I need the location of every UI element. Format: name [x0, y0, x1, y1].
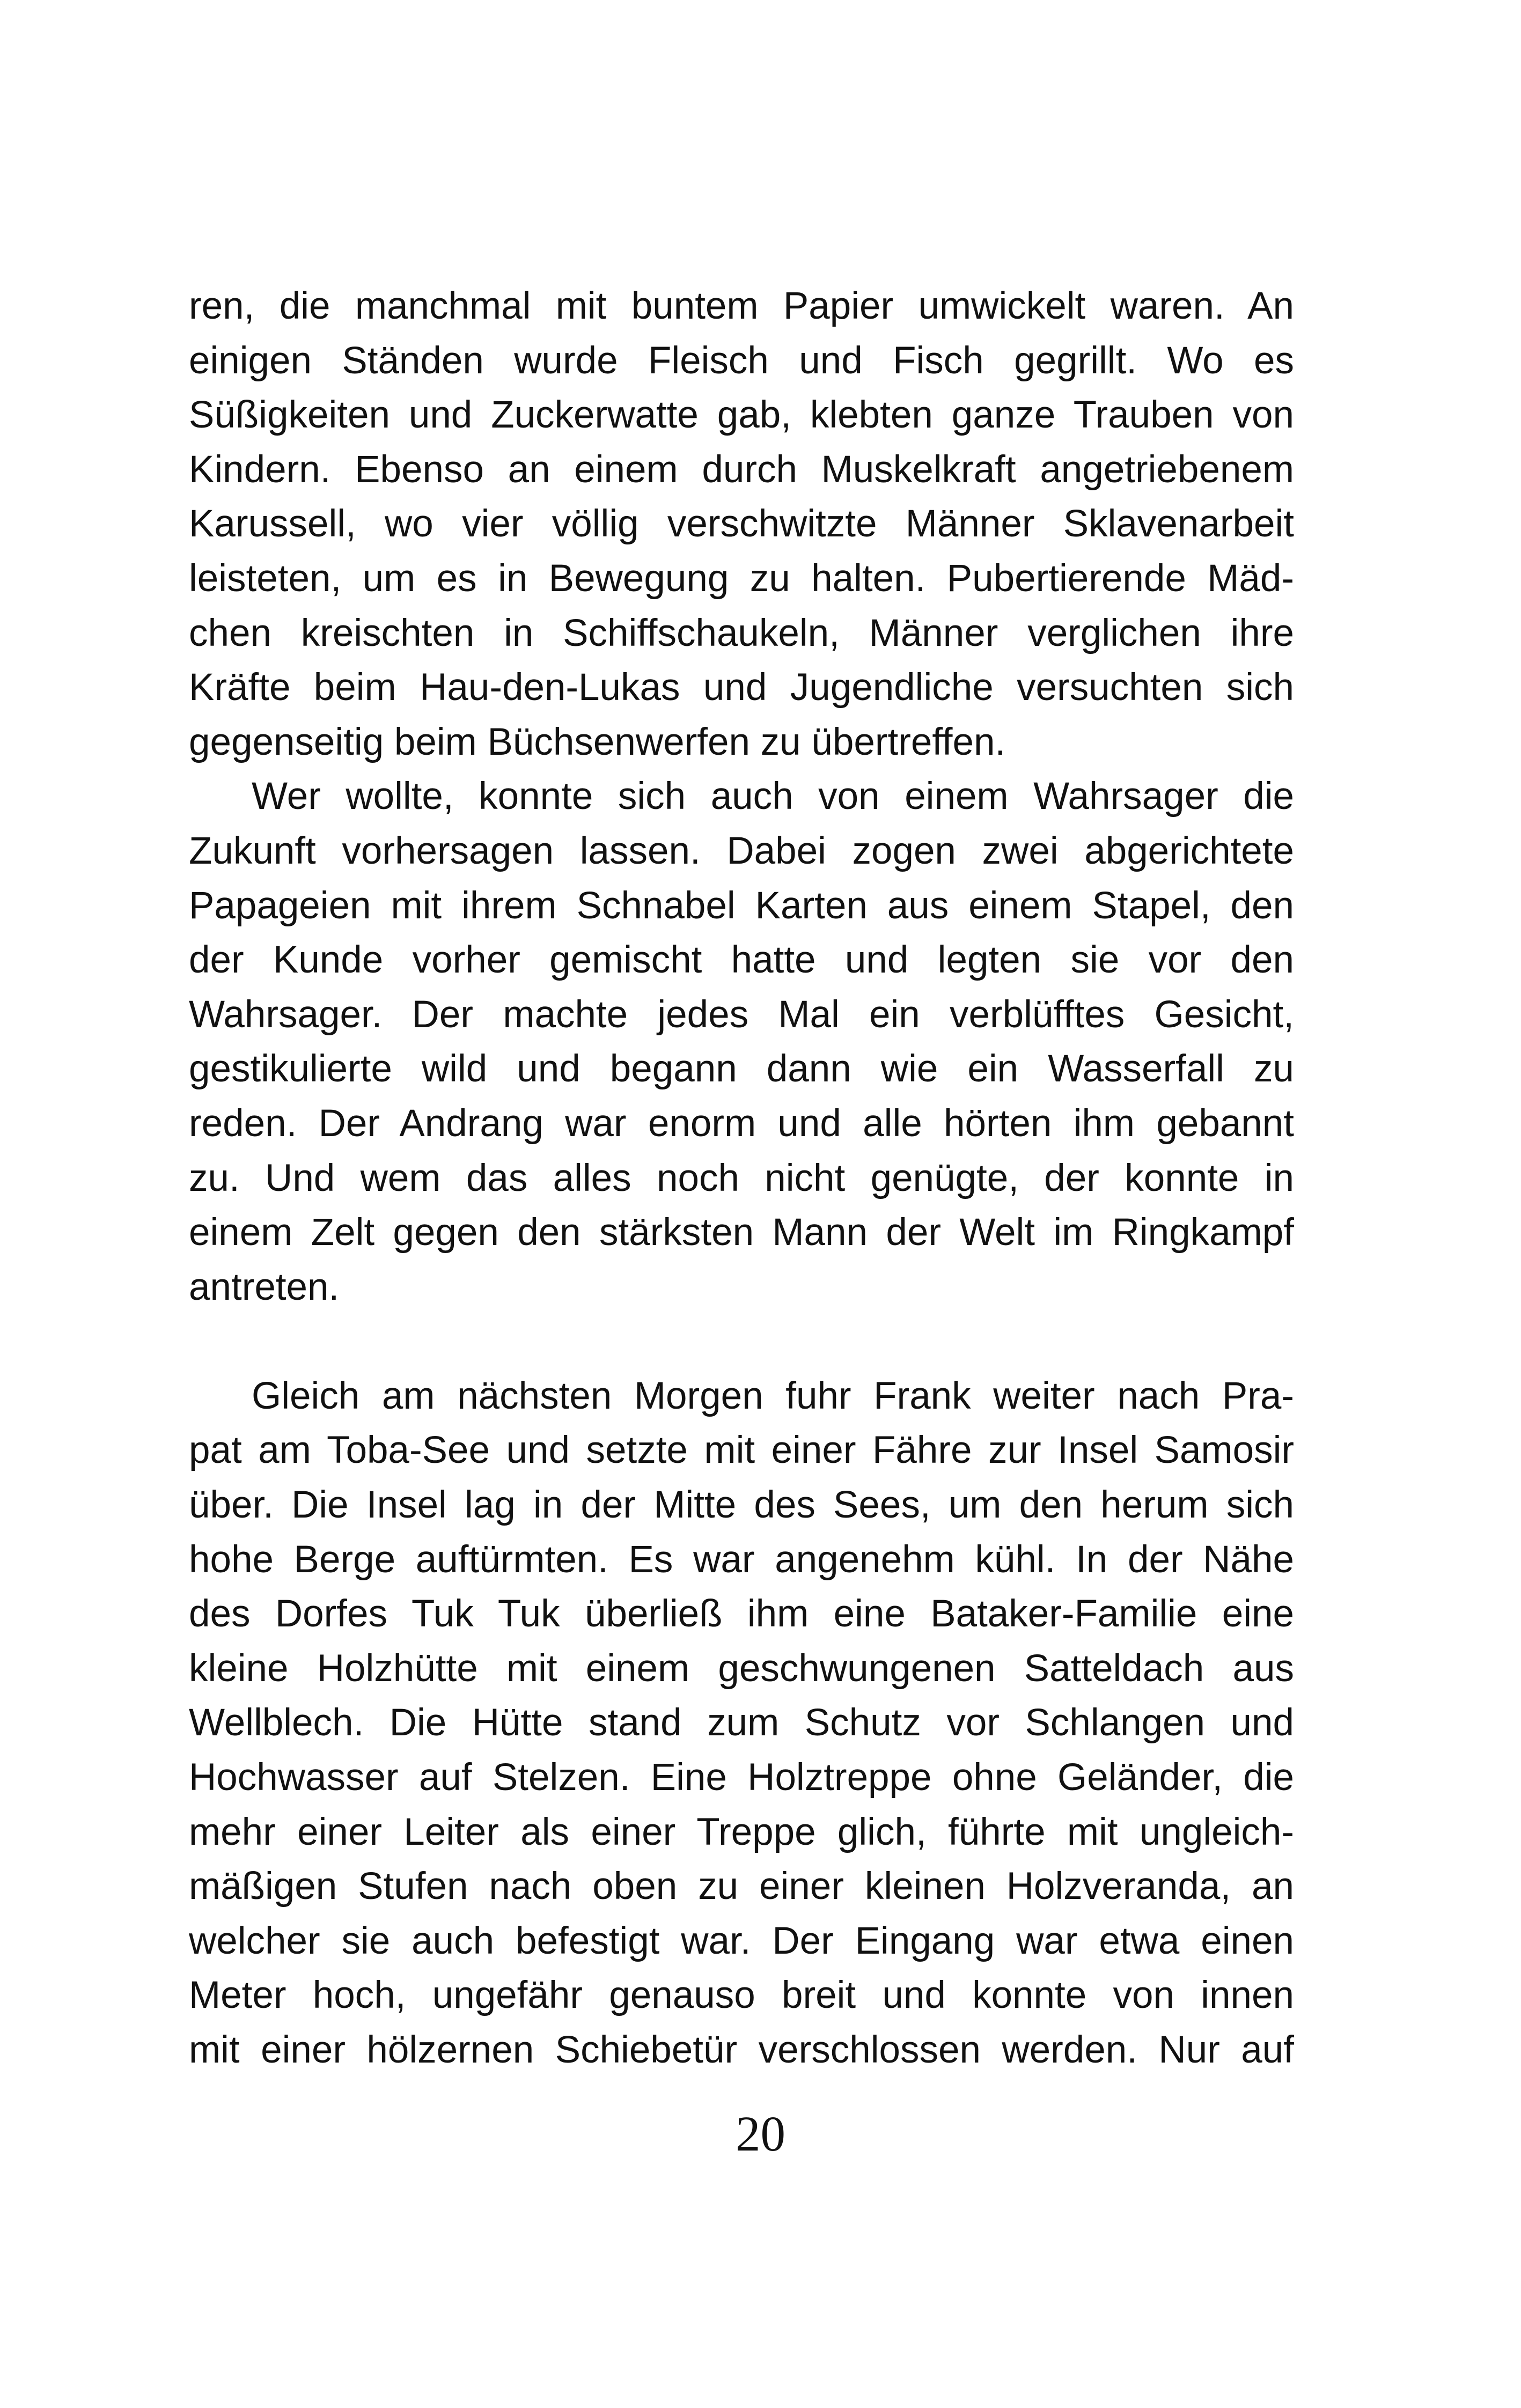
text-line: Meter hoch, ungefähr genauso breit und konnte von innen [189, 1974, 1294, 2017]
text-line: mit einer hölzernen Schiebetür verschlossen werden. Nur auf [189, 2029, 1294, 2071]
text-line: Gleich am nächsten Morgen fuhr Frank weiter nach Pra- [252, 1374, 1294, 1417]
paragraph-2 [189, 769, 1294, 1314]
text-line: kleine Holzhütte mit einem geschwungenen Satteldach aus [189, 1647, 1294, 1690]
text-line: Papageien mit ihrem Schnabel Karten aus einem Stapel, den [189, 884, 1294, 927]
text-line: reden. Der Andrang war enorm und alle hörten ihm gebannt [189, 1102, 1294, 1145]
text-line: chen kreischten in Schiffschaukeln, Männer verglichen ihre [189, 612, 1294, 654]
text-line: Wellblech. Die Hütte stand zum Schutz vor Schlangen und [189, 1702, 1294, 1744]
text-line: mäßigen Stufen nach oben zu einer kleinen Holzveranda, an [189, 1865, 1294, 1908]
section-break [189, 1314, 1294, 1369]
text-line: gegenseitig beim Büchsenwerfen zu übertreffen. [189, 720, 1006, 763]
text-line: zu. Und wem das alles noch nicht genügte, der konnte in [189, 1157, 1294, 1199]
text-line: pat am Toba-See und setzte mit einer Fähre zur Insel Samosir [189, 1429, 1294, 1472]
text-line: mehr einer Leiter als einer Treppe glich, führte mit ungleich- [189, 1810, 1294, 1853]
text-line: Karussell, wo vier völlig verschwitzte Männer Sklavenarbeit [189, 503, 1294, 546]
text-line: welcher sie auch befestigt war. Der Eingang war etwa einen [189, 1919, 1294, 1962]
text-line: Zukunft vorhersagen lassen. Dabei zogen zwei abgerichtete [189, 829, 1294, 872]
text-line: leisteten, um es in Bewegung zu halten. Pubertierende Mäd- [189, 557, 1294, 600]
text-line: der Kunde vorher gemischt hatte und legten sie vor den [189, 939, 1294, 982]
paragraph-3 [189, 1369, 1294, 2078]
text-line: Wahrsager. Der machte jedes Mal ein verblüfftes Gesicht, [189, 993, 1294, 1036]
text-line: antreten. [189, 1265, 340, 1308]
text-line: einem Zelt gegen den stärksten Mann der Welt im Ringkampf [189, 1211, 1294, 1254]
text-line: über. Die Insel lag in der Mitte des Sees, um den herum sich [189, 1484, 1294, 1527]
paragraph-1 [189, 279, 1294, 769]
text-line: hohe Berge auftürmten. Es war angenehm kühl. In der Nähe [189, 1538, 1294, 1581]
text-line: Hochwasser auf Stelzen. Eine Holztreppe ohne Geländer, die [189, 1756, 1294, 1799]
text-line: Kindern. Ebenso an einem durch Muskelkraft angetriebenem [189, 448, 1294, 491]
text-line: Kräfte beim Hau-den-Lukas und Jugendliche versuchten sich [189, 666, 1294, 709]
text-line: gestikulierte wild und begann dann wie ein Wasserfall zu [189, 1048, 1294, 1091]
text-line: ren, die manchmal mit buntem Papier umwickelt waren. An [189, 285, 1294, 327]
text-line: des Dorfes Tuk Tuk überließ ihm eine Bataker-Familie eine [189, 1593, 1294, 1636]
page-number: 20 [736, 2107, 785, 2162]
body-text [189, 279, 1294, 2078]
text-line: Süßigkeiten und Zuckerwatte gab, klebten ganze Trauben von [189, 394, 1294, 437]
text-line: einigen Ständen wurde Fleisch und Fisch gegrillt. Wo es [189, 339, 1294, 382]
text-line: Wer wollte, konnte sich auch von einem Wahrsager die [252, 775, 1294, 818]
